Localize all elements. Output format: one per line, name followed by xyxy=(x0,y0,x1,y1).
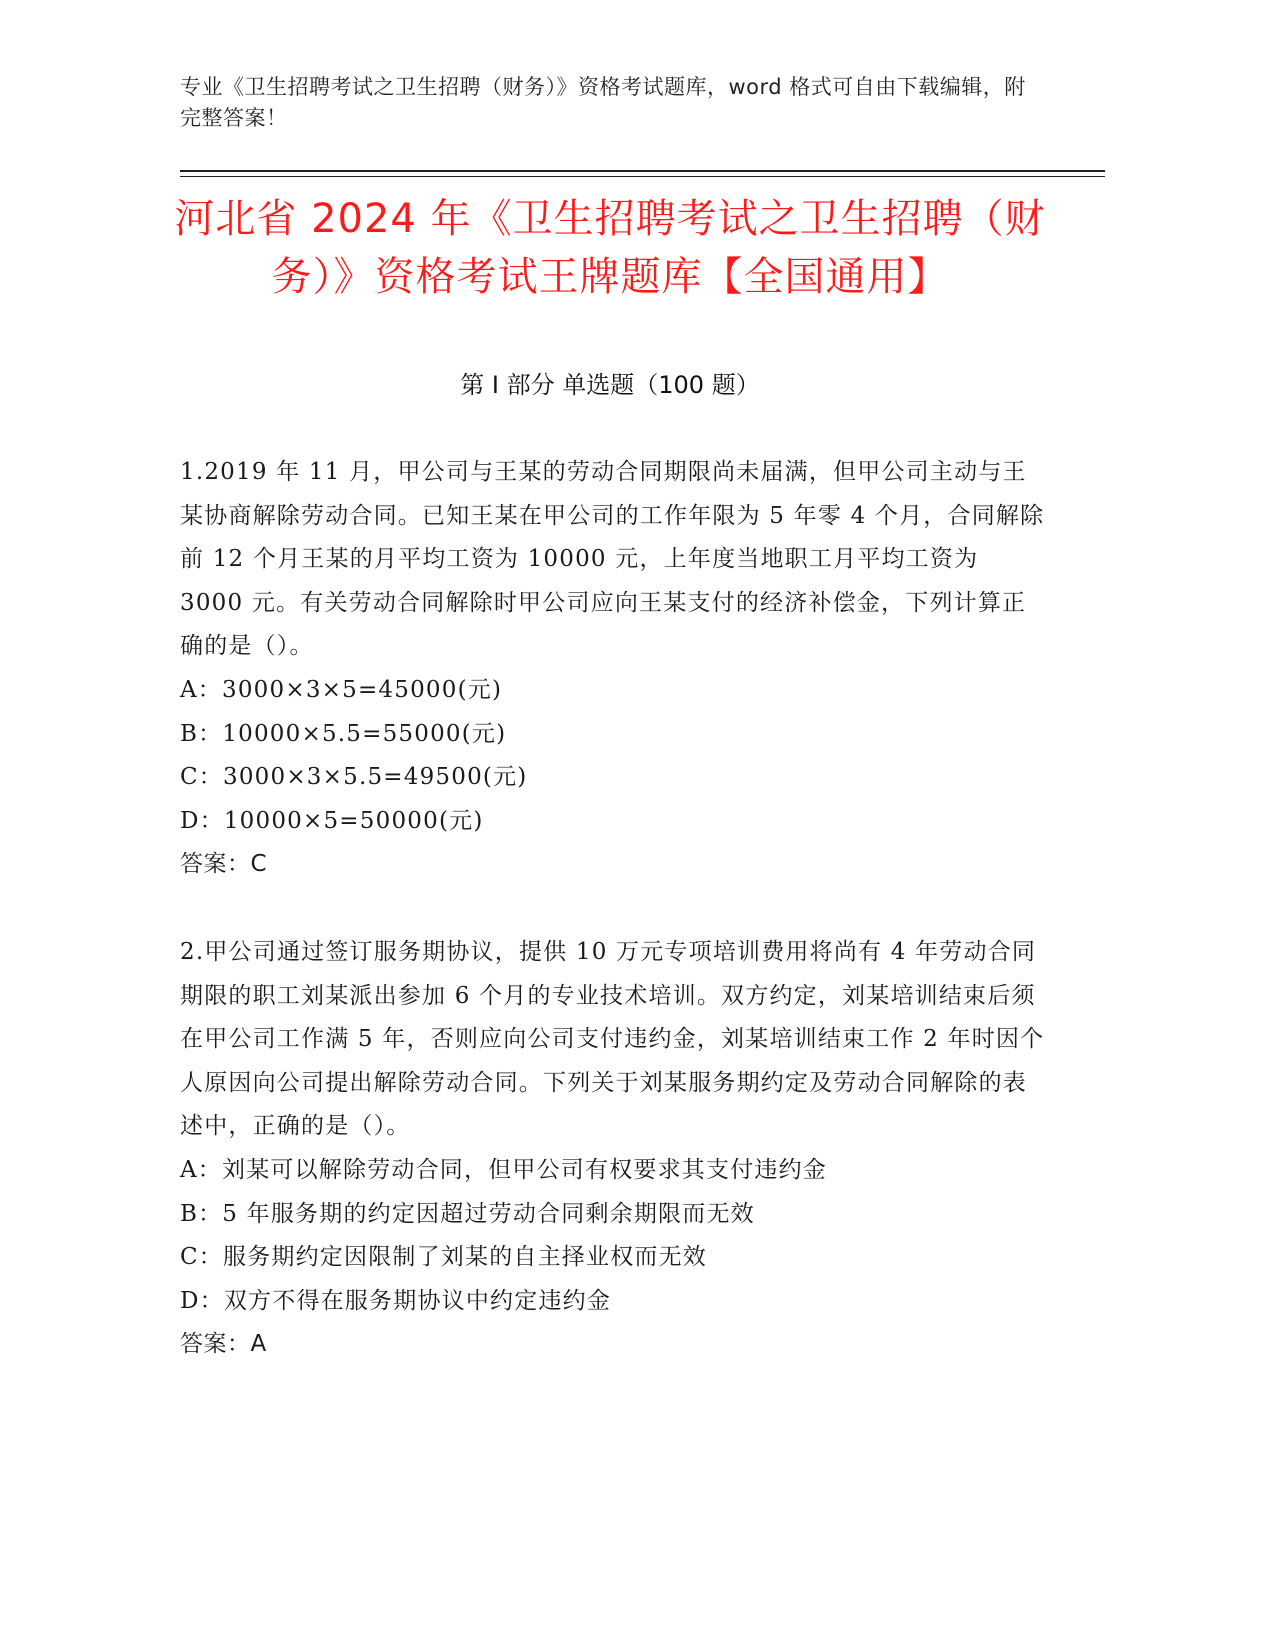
option-c: C：服务期约定因限制了刘某的自主择业权而无效 xyxy=(180,1244,707,1271)
answer-label: 答案：C xyxy=(180,851,268,878)
answer-label: 答案：A xyxy=(180,1331,267,1358)
header-rule-thin xyxy=(180,176,1105,177)
header-note: 专业《卫生招聘考试之卫生招聘（财务）》资格考试题库，word 格式可自由下载编辑，附完整答案！ xyxy=(180,75,1026,130)
question-stem: 2.甲公司通过签订服务期协议，提供 10 万元专项培训费用将尚有 4 年劳动合同期限的职工刘某派出参加 6 个月的专业技术培训。双方约定，刘某培训结束后须在甲公司工作满 5 年，否则应向公司支付违约金，刘某培训结束工作 2 年时因个人原因向公司提出解除劳动合同。下列关于刘某服务期约定及劳动合同解除的表述中，正确的是（）。 xyxy=(180,939,1045,1140)
document-title: 河北省 2024 年《卫生招聘考试之卫生招聘（财务）》资格考试王牌题库【全国通用】 xyxy=(174,196,1046,300)
header-rule-thick xyxy=(180,170,1105,172)
section-title: 第 I 部分 单选题（100 题） xyxy=(460,371,760,399)
option-b: B：5 年服务期的约定因超过劳动合同剩余期限而无效 xyxy=(180,1200,755,1227)
option-d: D：10000×5=50000(元) xyxy=(180,807,484,834)
question-stem: 1.2019 年 11 月，甲公司与王某的劳动合同期限尚未届满，但甲公司主动与王某协商解除劳动合同。已知王某在甲公司的工作年限为 5 年零 4 个月，合同解除前 12 个月王某的月平均工资为 10000 元，上年度当地职工月平均工资为 3000 元。有关劳动合同解除时甲公司应向王某支付的经济补偿金，下列计算正确的是（）。 xyxy=(180,459,1045,660)
question-1 xyxy=(180,451,1050,887)
question-2 xyxy=(180,931,1050,1367)
option-c: C：3000×3×5.5=49500(元) xyxy=(180,764,528,791)
option-a: A：刘某可以解除劳动合同，但甲公司有权要求其支付违约金 xyxy=(180,1156,828,1183)
option-b: B：10000×5.5=55000(元) xyxy=(180,720,507,747)
option-d: D：双方不得在服务期协议中约定违约金 xyxy=(180,1287,612,1314)
option-a: A：3000×3×5=45000(元) xyxy=(180,676,503,703)
